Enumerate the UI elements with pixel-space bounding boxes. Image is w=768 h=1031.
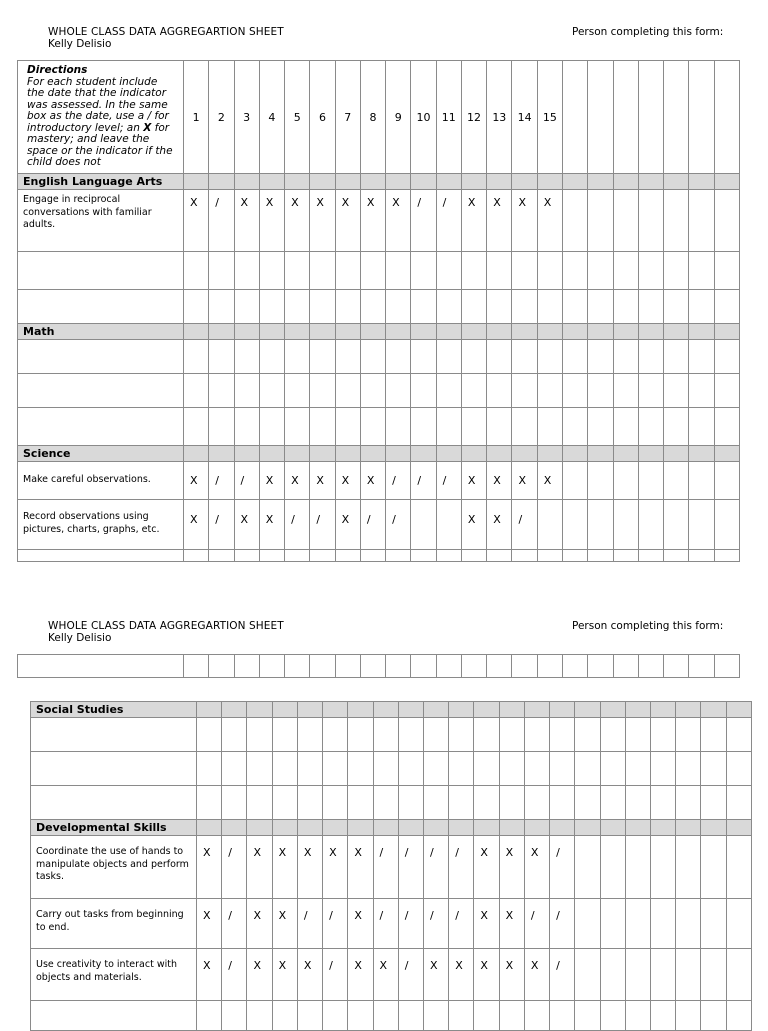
page1-grid <box>17 60 740 562</box>
blank-row <box>18 374 740 408</box>
mark-cell[interactable]: X <box>461 190 486 252</box>
indicator-row <box>31 949 752 1001</box>
mark-cell[interactable]: X <box>373 949 398 1001</box>
mark-cell[interactable]: / <box>234 462 259 500</box>
indicator-row <box>31 899 752 949</box>
mark-cell[interactable]: / <box>411 190 436 252</box>
indicator-row <box>31 836 752 899</box>
mark-cell[interactable]: X <box>285 190 310 252</box>
mark-cell[interactable]: / <box>297 899 322 949</box>
mark-cell[interactable]: / <box>285 500 310 550</box>
section-header-developmental <box>31 820 752 836</box>
mark-cell[interactable]: X <box>197 949 222 1001</box>
directions-row <box>18 61 740 174</box>
blank-row <box>18 550 740 562</box>
mark-cell[interactable]: / <box>323 949 348 1001</box>
mark-cell[interactable]: X <box>461 462 486 500</box>
mark-cell[interactable]: / <box>323 899 348 949</box>
mark-cell[interactable]: X <box>360 190 385 252</box>
blank-row <box>31 718 752 752</box>
mark-cell[interactable]: X <box>184 190 209 252</box>
mark-cell[interactable]: X <box>247 949 272 1001</box>
mark-cell[interactable]: X <box>234 500 259 550</box>
student-number: 1 <box>184 61 209 174</box>
mark-cell[interactable]: / <box>386 500 411 550</box>
page2-grid <box>30 701 752 1031</box>
indicator-text: Record observations using pictures, charts, graphs, etc. <box>18 500 184 550</box>
mark-cell[interactable]: / <box>512 500 537 550</box>
teacher-name: Kelly Delisio <box>48 38 112 50</box>
mark-cell[interactable]: X <box>259 190 284 252</box>
mark-cell[interactable]: X <box>323 836 348 899</box>
indicator-text: Carry out tasks from beginning to end. <box>31 899 197 949</box>
student-number: 14 <box>512 61 537 174</box>
mark-cell[interactable]: X <box>499 899 524 949</box>
student-number: 4 <box>259 61 284 174</box>
section-label-math: Math <box>18 324 184 340</box>
indicator-row <box>18 462 740 500</box>
blank-row <box>31 1001 752 1031</box>
mark-cell[interactable] <box>436 500 461 550</box>
indicator-text: Make careful observations. <box>18 462 184 500</box>
mark-cell[interactable]: / <box>398 899 423 949</box>
indicator-text: Engage in reciprocal conversations with familiar adults. <box>18 190 184 252</box>
mark-cell[interactable]: X <box>259 500 284 550</box>
directions-cell <box>18 61 184 174</box>
section-header-science <box>18 446 740 462</box>
person-completing-label: Person completing this form: <box>572 620 724 632</box>
mark-cell[interactable]: X <box>310 462 335 500</box>
mark-cell[interactable]: X <box>272 949 297 1001</box>
blank-row <box>18 408 740 446</box>
student-number: 13 <box>487 61 512 174</box>
mark-cell[interactable]: / <box>398 836 423 899</box>
mark-cell[interactable]: X <box>499 949 524 1001</box>
mark-cell[interactable]: X <box>348 949 373 1001</box>
mark-cell[interactable]: / <box>209 462 234 500</box>
mark-cell[interactable]: X <box>461 500 486 550</box>
page2-header <box>48 620 284 644</box>
section-header-ela <box>18 174 740 190</box>
mark-cell[interactable]: X <box>335 190 360 252</box>
indicator-row <box>18 190 740 252</box>
mark-cell[interactable]: / <box>386 462 411 500</box>
person-completing-label: Person completing this form: <box>572 26 724 38</box>
mark-cell[interactable]: / <box>373 836 398 899</box>
mark-cell[interactable]: X <box>512 462 537 500</box>
mark-cell[interactable]: X <box>449 949 474 1001</box>
indicator-text: Use creativity to interact with objects and materials. <box>31 949 197 1001</box>
mark-cell[interactable]: / <box>449 836 474 899</box>
page1-header <box>48 26 284 50</box>
mark-cell[interactable]: X <box>474 949 499 1001</box>
student-number: 10 <box>411 61 436 174</box>
student-number: 8 <box>360 61 385 174</box>
mark-cell[interactable]: / <box>550 949 575 1001</box>
mark-cell[interactable]: X <box>524 949 549 1001</box>
blank-row <box>18 252 740 290</box>
student-number: 2 <box>209 61 234 174</box>
mark-cell[interactable] <box>537 500 562 550</box>
teacher-name: Kelly Delisio <box>48 632 112 644</box>
mark-cell[interactable]: X <box>197 899 222 949</box>
indicator-row <box>18 500 740 550</box>
mark-cell[interactable]: X <box>297 949 322 1001</box>
mark-cell[interactable]: X <box>272 836 297 899</box>
section-header-social-studies <box>31 702 752 718</box>
section-header-math <box>18 324 740 340</box>
blank-row <box>31 786 752 820</box>
mark-cell[interactable]: / <box>550 836 575 899</box>
student-number: 5 <box>285 61 310 174</box>
mastery-mark: X <box>143 121 152 134</box>
page2-header-strip <box>17 654 740 678</box>
mark-cell[interactable]: X <box>234 190 259 252</box>
mark-cell[interactable]: X <box>272 899 297 949</box>
mark-cell[interactable]: X <box>537 462 562 500</box>
sheet-title: WHOLE CLASS DATA AGGREGARTION SHEET <box>48 26 284 38</box>
indicator-text: Coordinate the use of hands to manipulate objects and perform tasks. <box>31 836 197 899</box>
mark-cell[interactable]: X <box>487 500 512 550</box>
mark-cell[interactable]: X <box>487 462 512 500</box>
mark-cell[interactable]: X <box>259 462 284 500</box>
mark-cell[interactable]: X <box>247 836 272 899</box>
mark-cell[interactable] <box>411 500 436 550</box>
mark-cell[interactable]: X <box>512 190 537 252</box>
mark-cell[interactable]: X <box>348 836 373 899</box>
mark-cell[interactable]: X <box>335 500 360 550</box>
mark-cell[interactable]: / <box>423 836 448 899</box>
mark-cell[interactable]: X <box>474 836 499 899</box>
student-number: 3 <box>234 61 259 174</box>
student-number: 9 <box>386 61 411 174</box>
student-number: 15 <box>537 61 562 174</box>
blank-row <box>18 340 740 374</box>
mark-cell[interactable]: / <box>360 500 385 550</box>
section-label-ela: English Language Arts <box>18 174 184 190</box>
mark-cell[interactable]: / <box>436 462 461 500</box>
directions-text-1: For each student include the date that the indicator was assessed. In the same box as the date, use a / for introductory level; an <box>27 75 169 134</box>
mark-cell[interactable]: / <box>222 949 247 1001</box>
student-number: 11 <box>436 61 461 174</box>
mark-cell[interactable]: / <box>222 899 247 949</box>
mark-cell[interactable]: / <box>423 899 448 949</box>
student-number: 6 <box>310 61 335 174</box>
mark-cell[interactable]: X <box>197 836 222 899</box>
mark-cell[interactable]: X <box>285 462 310 500</box>
mark-cell[interactable]: X <box>335 462 360 500</box>
student-number: 7 <box>335 61 360 174</box>
mark-cell[interactable]: / <box>449 899 474 949</box>
mark-cell[interactable]: X <box>499 836 524 899</box>
mark-cell[interactable]: / <box>209 190 234 252</box>
section-label-social-studies: Social Studies <box>31 702 197 718</box>
mark-cell[interactable]: X <box>487 190 512 252</box>
directions-title: Directions <box>27 64 88 76</box>
mark-cell[interactable]: X <box>247 899 272 949</box>
mark-cell[interactable]: / <box>310 500 335 550</box>
section-label-science: Science <box>18 446 184 462</box>
mark-cell[interactable]: X <box>184 462 209 500</box>
mark-cell[interactable]: X <box>297 836 322 899</box>
directions-text-3: or the indicator if the child does not <box>27 144 173 168</box>
mark-cell[interactable]: X <box>348 899 373 949</box>
mark-cell[interactable]: / <box>222 836 247 899</box>
blank-row <box>31 752 752 786</box>
sheet-title: WHOLE CLASS DATA AGGREGARTION SHEET <box>48 620 284 632</box>
mark-cell[interactable]: / <box>373 899 398 949</box>
mark-cell[interactable]: / <box>209 500 234 550</box>
mark-cell[interactable]: X <box>524 836 549 899</box>
mark-cell[interactable]: X <box>537 190 562 252</box>
mark-cell[interactable]: / <box>398 949 423 1001</box>
section-label-developmental: Developmental Skills <box>31 820 197 836</box>
mark-cell[interactable]: / <box>524 899 549 949</box>
directions-text-2: for mastery; and leave the space <box>27 121 170 157</box>
mark-cell[interactable]: X <box>386 190 411 252</box>
mark-cell[interactable]: X <box>310 190 335 252</box>
mark-cell[interactable]: X <box>423 949 448 1001</box>
student-number: 12 <box>461 61 486 174</box>
mark-cell[interactable]: X <box>474 899 499 949</box>
mark-cell[interactable]: / <box>436 190 461 252</box>
blank-row <box>18 290 740 324</box>
mark-cell[interactable]: / <box>411 462 436 500</box>
mark-cell[interactable]: / <box>550 899 575 949</box>
mark-cell[interactable]: X <box>360 462 385 500</box>
mark-cell[interactable]: X <box>184 500 209 550</box>
